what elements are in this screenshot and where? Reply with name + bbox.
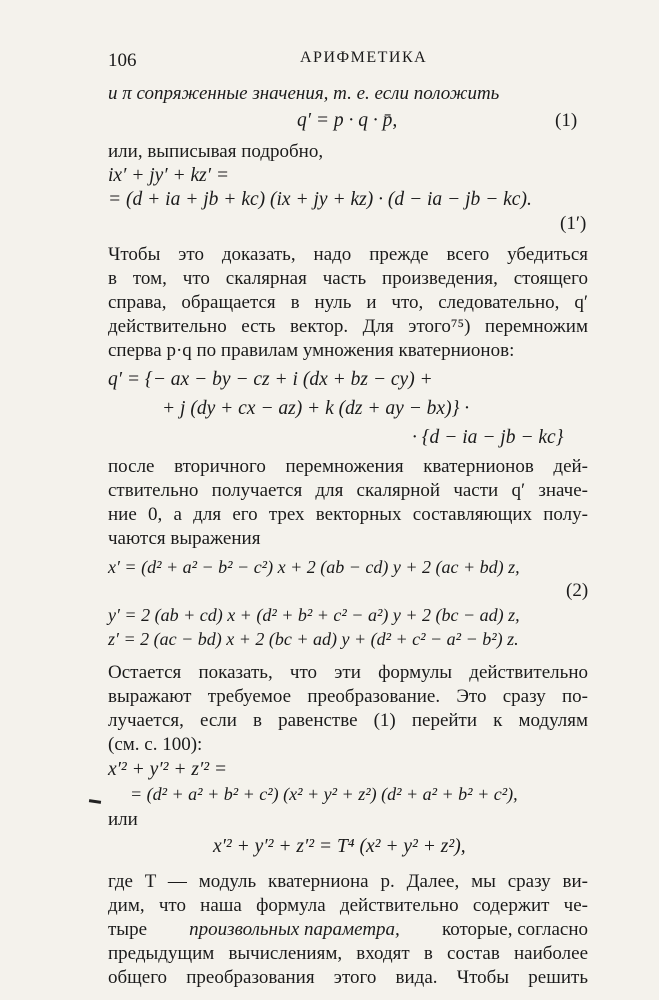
- text-line: после вторичного перемножения кватернионов дей-: [108, 456, 588, 477]
- text-line: сперва p·q по правилам умножения кватернионов:: [108, 340, 515, 361]
- text-line: (см. с. 100):: [108, 734, 203, 755]
- emphasized-phrase: произвольных параметра,: [189, 919, 400, 940]
- equation-1: q′ = p · q · p̄,: [297, 110, 398, 131]
- text-line: или, выписывая подробно,: [108, 141, 324, 162]
- equation-1-prime-right: = (d + ia + jb + kc) (ix + jy + kz) · (d − ia − jb − kc).: [108, 189, 532, 210]
- text-line: лучается, если в равенстве (1) перейти к модулям: [108, 710, 588, 731]
- text-line: ние 0, а для его трех векторных составляющих полу-: [108, 504, 588, 525]
- running-title: АРИФМЕТИКА: [300, 49, 428, 66]
- equation-y-prime: y′ = 2 (ab + cd) x + (d² + b² + c² − a²) y + 2 (bc − ad) z,: [108, 605, 520, 625]
- text-line: и π сопряженные значения, т. е. если положить: [108, 83, 500, 104]
- equation-1-prime-left: ix′ + jy′ + kz′ =: [108, 165, 230, 186]
- margin-mark: [89, 799, 101, 804]
- equation-modulus-left: x′² + y′² + z′² =: [108, 759, 228, 780]
- text-line: выражают требуемое преобразование. Это сразу по-: [108, 686, 588, 707]
- equation-product-line-1: q′ = {− ax − by − cz + i (dx + bz − cy) +: [108, 369, 433, 390]
- text-line: действительно есть вектор. Для этого⁷⁵) перемножим: [108, 316, 588, 337]
- text-line: общего преобразования этого вида. Чтобы решить: [108, 967, 588, 988]
- equation-z-prime: z′ = 2 (ac − bd) x + 2 (bc + ad) y + (d² + c² − a² − b²) z.: [108, 629, 519, 649]
- text-line: ствительно получается для скалярной части q′ значе-: [108, 480, 588, 501]
- equation-product-line-3: · {d − ia − jb − kc}: [412, 427, 564, 448]
- text-line: или: [108, 809, 138, 830]
- equation-x-prime: x′ = (d² + a² − b² − c²) x + 2 (ab − cd) y + 2 (ac + bd) z,: [108, 557, 520, 577]
- text-line: где T — модуль кватерниона p. Далее, мы сразу ви-: [108, 871, 588, 892]
- text-line: дим, что наша формула действительно содержит че-: [108, 895, 588, 916]
- text-fragment: которые, согласно: [441, 919, 588, 940]
- equation-number: (1): [555, 110, 578, 131]
- equation-number: (2): [566, 580, 589, 601]
- text-line: справа, обращается в нуль и что, следовательно, q′: [108, 292, 588, 313]
- equation-modulus-right: = (d² + a² + b² + c²) (x² + y² + z²) (d² + a² + b² + c²),: [130, 784, 518, 804]
- text-line: Чтобы это доказать, надо прежде всего убедиться: [108, 244, 588, 265]
- text-line: чаются выражения: [108, 528, 261, 549]
- equation-modulus-result: x′² + y′² + z′² = T⁴ (x² + y² + z²),: [213, 836, 466, 857]
- equation-product-line-2: + j (dy + cx − az) + k (dz + ay − bx)} ·: [162, 398, 470, 419]
- text-line: предыдущим вычислениям, входят в состав наиболее: [108, 943, 588, 964]
- text-line: Остается показать, что эти формулы действительно: [108, 662, 588, 683]
- text-line: [108, 918, 588, 942]
- equation-number: (1′): [560, 213, 587, 234]
- text-line: в том, что скалярная часть произведения, стоящего: [108, 268, 588, 289]
- page-number: 106: [108, 50, 137, 71]
- text-fragment: тыре: [108, 919, 148, 940]
